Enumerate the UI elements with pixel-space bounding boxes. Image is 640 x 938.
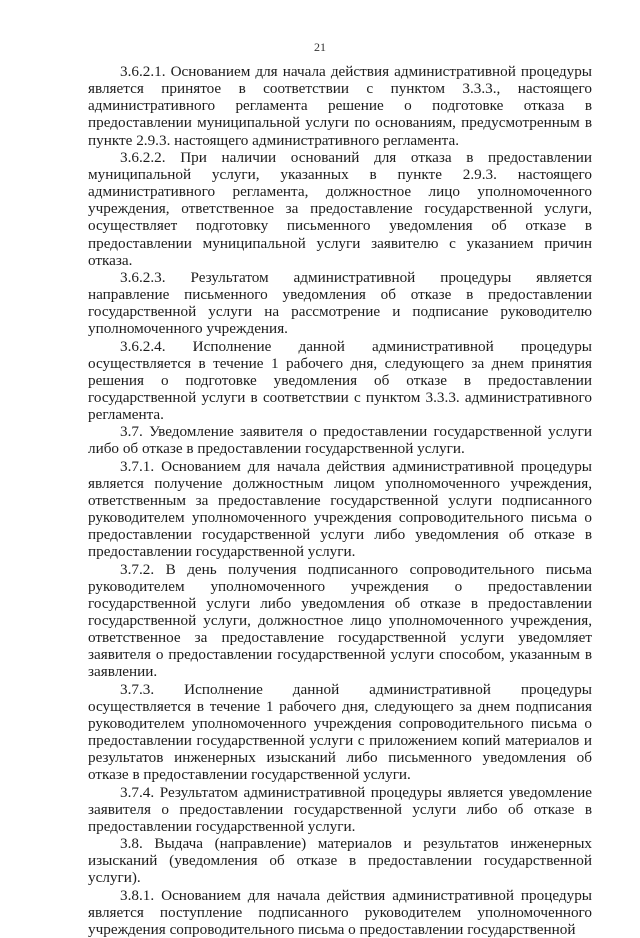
paragraph-3-6-2-2: 3.6.2.2. При наличии оснований для отказа в предоставлении муниципальной услуги, указанных в пункте 2.9.3. настоящего административного регламента, должностное лицо уполномоченного учреждения, ответственное за предоставление государственной услуги, осуществляет подготовку письменного уведомления об отказе в предоставлении муниципальной услуги заявителю с указанием причин отказа. [88, 148, 592, 269]
paragraph-3-6-2-4: 3.6.2.4. Исполнение данной административной процедуры осуществляется в течение 1 рабочего дня, следующего за днем принятия решения о подготовке уведомления об отказе в предоставлении государственной услуги в соответствии с пунктом 3.3.3. административного регламента. [88, 337, 592, 424]
paragraph-3-7-1: 3.7.1. Основанием для начала действия административной процедуры является получение должностным лицом уполномоченного учреждения, ответственным за предоставление государственной услуги подписанного руководителем уполномоченного учреждения сопроводительного письма о предоставлении государственной услуги либо уведомления об отказе в предоставлении государственной услуги. [88, 457, 592, 561]
paragraph-3-7-3: 3.7.3. Исполнение данной административной процедуры осуществляется в течение 1 рабочего дня, следующего за днем подписания руководителем уполномоченного учреждения сопроводительного письма о предоставлении государственной услуги с приложением копий материалов и результатов инженерных изысканий либо письменного уведомления об отказе в предоставлении государственной услуги. [88, 680, 592, 784]
section-heading-3-8: 3.8. Выдача (направление) материалов и результатов инженерных изысканий (уведомления об отказе в предоставлении государственной услуги). [88, 835, 592, 887]
paragraph-3-6-2-3: 3.6.2.3. Результатом административной процедуры является направление письменного уведомления об отказе в предоставлении государственной услуги на рассмотрение и подписание руководителю уполномоченного учреждения. [88, 268, 592, 338]
paragraph-3-7-4: 3.7.4. Результатом административной процедуры является уведомление заявителя о предоставлении государственной услуги либо об отказе в предоставлении государственной услуги. [88, 783, 592, 835]
paragraph-3-6-2-1: 3.6.2.1. Основанием для начала действия административной процедуры является принятое в соответствии с пунктом 3.3.3., настоящего административного регламента решение о подготовке отказа в предоставлении муниципальной услуги по основаниям, предусмотренным в пункте 2.9.3. настоящего административного регламента. [88, 63, 592, 149]
page-number: 21 [314, 40, 326, 54]
document-body [88, 63, 592, 938]
section-heading-3-7: 3.7. Уведомление заявителя о предоставлении государственной услуги либо об отказе в предоставлении государственной услуги. [88, 423, 592, 458]
paragraph-3-8-1: 3.8.1. Основанием для начала действия административной процедуры является поступление подписанного руководителем уполномоченного учреждения сопроводительного письма о предоставлении государственной [88, 886, 592, 938]
paragraph-3-7-2: 3.7.2. В день получения подписанного сопроводительного письма руководителем уполномоченного учреждения о предоставлении государственной услуги либо уведомления об отказе в предоставлении государственной услуги, должностное лицо уполномоченного учреждения, ответственное за предоставление государственной услуги уведомляет заявителя о предоставлении государственной услуги способом, указанным в заявлении. [88, 560, 592, 681]
